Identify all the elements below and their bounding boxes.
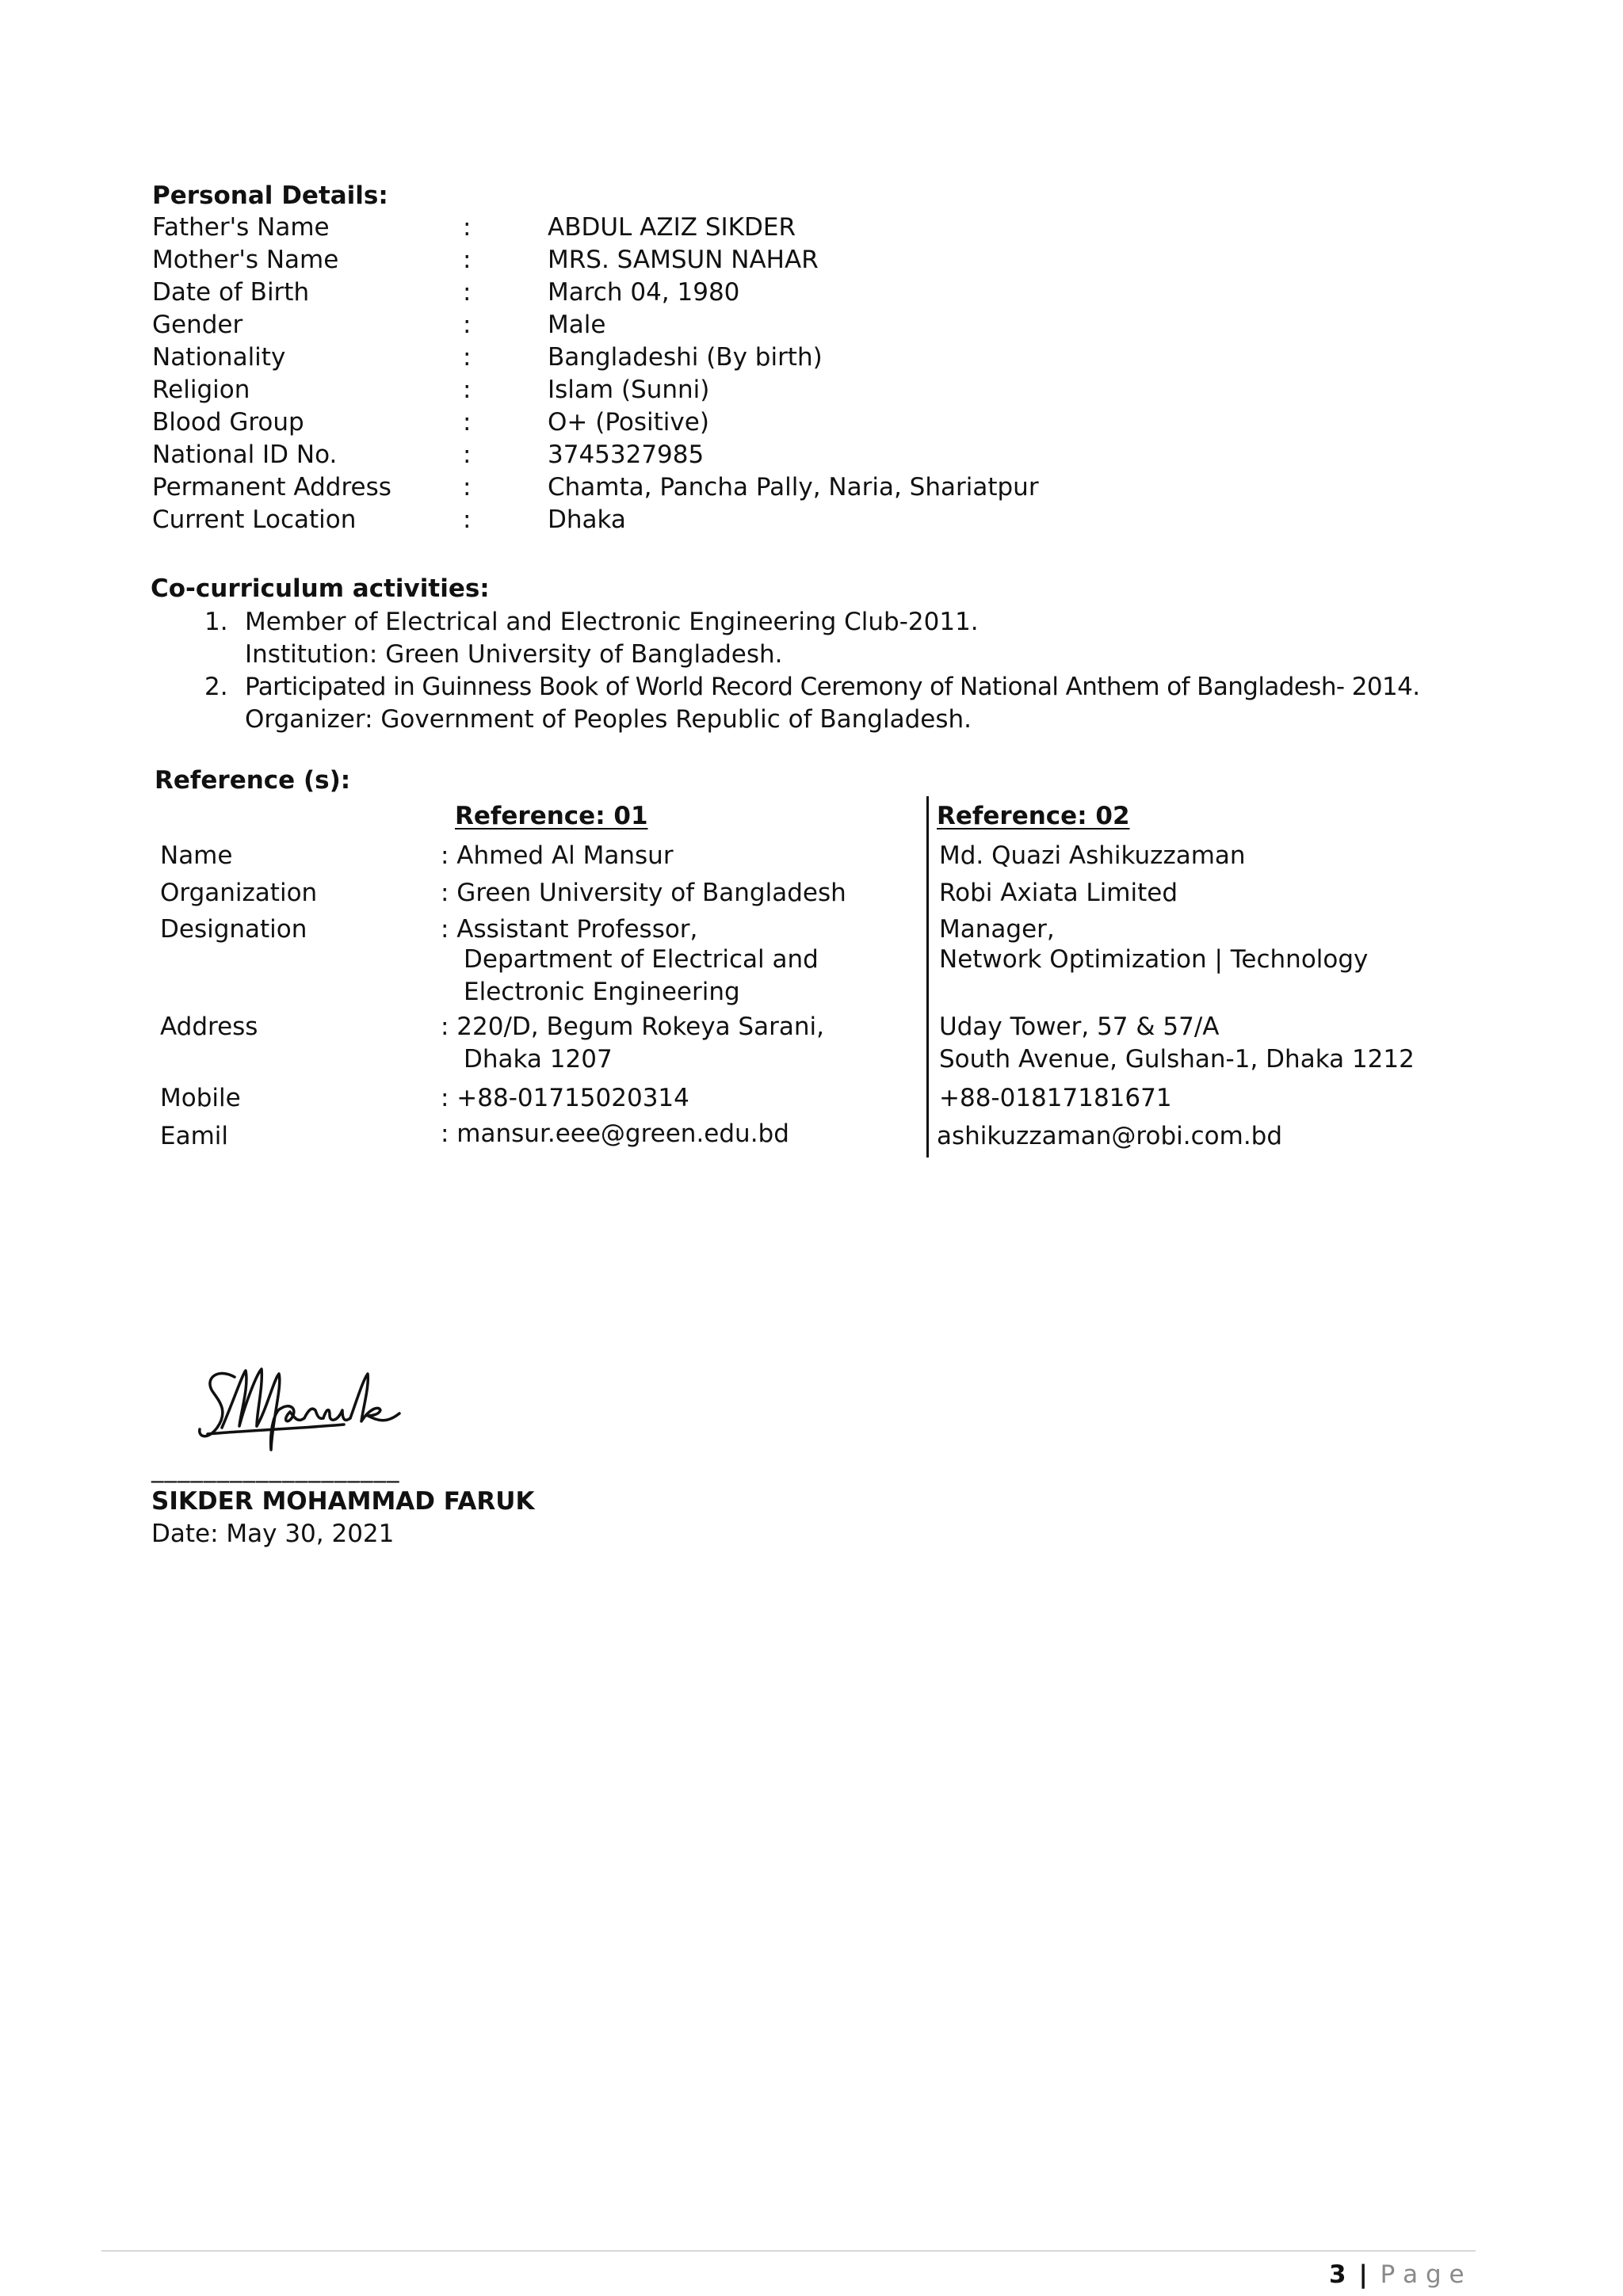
- personal-detail-label: Blood Group: [152, 408, 304, 437]
- personal-detail-row: [152, 213, 1499, 246]
- page-number: 3: [1329, 2260, 1346, 2289]
- ref2-mobile: +88-01817181671: [939, 1084, 1172, 1112]
- personal-detail-colon: :: [463, 311, 472, 339]
- ref1-name: : Ahmed Al Mansur: [441, 841, 674, 870]
- signature-rule: ___________________: [151, 1455, 400, 1483]
- signature-date: Date: May 30, 2021: [151, 1520, 395, 1548]
- personal-detail-colon: :: [463, 505, 472, 534]
- ref-label-mobile: Mobile: [160, 1084, 241, 1112]
- personal-detail-label: Current Location: [152, 505, 357, 534]
- personal-details-heading: Personal Details:: [152, 181, 388, 210]
- ref1-address: : 220/D, Begum Rokeya Sarani,: [441, 1013, 824, 1041]
- personal-detail-value: Bangladeshi (By birth): [548, 343, 823, 372]
- reference-01-title: Reference: 01: [455, 802, 648, 830]
- item-number: 2.: [204, 673, 228, 701]
- personal-detail-value: 3745327985: [548, 441, 705, 469]
- personal-detail-label: National ID No.: [152, 441, 338, 469]
- personal-detail-colon: :: [463, 246, 472, 274]
- ref2-address: South Avenue, Gulshan-1, Dhaka 1212: [939, 1045, 1415, 1074]
- personal-detail-label: Religion: [152, 376, 250, 404]
- item-line: Member of Electrical and Electronic Engineering Club-2011.: [245, 608, 979, 636]
- ref1-designation: Department of Electrical and: [464, 945, 819, 974]
- reference-column-divider: [926, 796, 929, 1158]
- personal-detail-row: [152, 343, 1499, 376]
- personal-detail-colon: :: [463, 343, 472, 372]
- personal-detail-colon: :: [463, 213, 472, 242]
- ref-label-name: Name: [160, 841, 233, 870]
- personal-detail-label: Permanent Address: [152, 473, 391, 502]
- ref2-name: Md. Quazi Ashikuzzaman: [939, 841, 1246, 870]
- ref1-designation: : Assistant Professor,: [441, 915, 698, 944]
- reference-02-title: Reference: 02: [937, 802, 1130, 830]
- ref1-organization: : Green University of Bangladesh: [441, 879, 846, 907]
- personal-detail-value: Male: [548, 311, 606, 339]
- signatory-name: SIKDER MOHAMMAD FARUK: [151, 1487, 535, 1516]
- ref1-designation: Electronic Engineering: [464, 978, 740, 1006]
- personal-detail-row: [152, 408, 1499, 441]
- personal-detail-colon: :: [463, 408, 472, 437]
- ref-label-address: Address: [160, 1013, 258, 1041]
- item-number: 1.: [204, 608, 228, 636]
- personal-detail-row: [152, 505, 1499, 538]
- personal-detail-row: [152, 311, 1499, 343]
- personal-detail-colon: :: [463, 441, 472, 469]
- personal-detail-value: MRS. SAMSUN NAHAR: [548, 246, 819, 274]
- personal-detail-colon: :: [463, 473, 472, 502]
- page-footer: [1329, 2260, 1465, 2289]
- personal-detail-label: Father's Name: [152, 213, 330, 242]
- signature-graphic: [193, 1363, 423, 1458]
- item-line: Participated in Guinness Book of World Record Ceremony of National Anthem of Bangladesh- 2014.: [245, 673, 1420, 701]
- references-heading: Reference (s):: [155, 766, 351, 795]
- personal-detail-value: Chamta, Pancha Pally, Naria, Shariatpur: [548, 473, 1039, 502]
- personal-detail-colon: :: [463, 278, 472, 307]
- personal-detail-value: March 04, 1980: [548, 278, 740, 307]
- personal-detail-label: Gender: [152, 311, 243, 339]
- ref1-mobile: : +88-01715020314: [441, 1084, 689, 1112]
- ref-label-organization: Organization: [160, 879, 318, 907]
- ref2-organization: Robi Axiata Limited: [939, 879, 1178, 907]
- ref2-designation: Manager,: [939, 915, 1055, 944]
- ref1-email: : mansur.eee@green.edu.bd: [441, 1119, 789, 1148]
- personal-detail-value: ABDUL AZIZ SIKDER: [548, 213, 796, 242]
- ref-label-designation: Designation: [160, 915, 307, 944]
- personal-detail-value: Dhaka: [548, 505, 626, 534]
- footer-separator: |: [1358, 2260, 1368, 2289]
- item-line: Organizer: Government of Peoples Republic of Bangladesh.: [245, 705, 972, 734]
- page-label: P a g e: [1380, 2260, 1465, 2289]
- ref2-email: ashikuzzaman@robi.com.bd: [937, 1122, 1283, 1150]
- ref1-address: Dhaka 1207: [464, 1045, 613, 1074]
- footer-rule: [101, 2250, 1476, 2252]
- personal-detail-row: [152, 473, 1499, 505]
- ref2-designation: Network Optimization | Technology: [939, 945, 1369, 974]
- personal-detail-label: Nationality: [152, 343, 286, 372]
- ref2-address: Uday Tower, 57 & 57/A: [939, 1013, 1220, 1041]
- personal-detail-value: Islam (Sunni): [548, 376, 710, 404]
- personal-detail-row: [152, 278, 1499, 311]
- item-line: Institution: Green University of Bangladesh.: [245, 640, 783, 669]
- personal-detail-label: Date of Birth: [152, 278, 310, 307]
- personal-detail-colon: :: [463, 376, 472, 404]
- ref-label-email: Eamil: [160, 1122, 229, 1150]
- personal-detail-row: [152, 376, 1499, 408]
- personal-detail-value: O+ (Positive): [548, 408, 709, 437]
- personal-detail-row: [152, 246, 1499, 278]
- cocurricular-heading: Co-curriculum activities:: [151, 574, 490, 603]
- personal-detail-row: [152, 441, 1499, 473]
- personal-detail-label: Mother's Name: [152, 246, 339, 274]
